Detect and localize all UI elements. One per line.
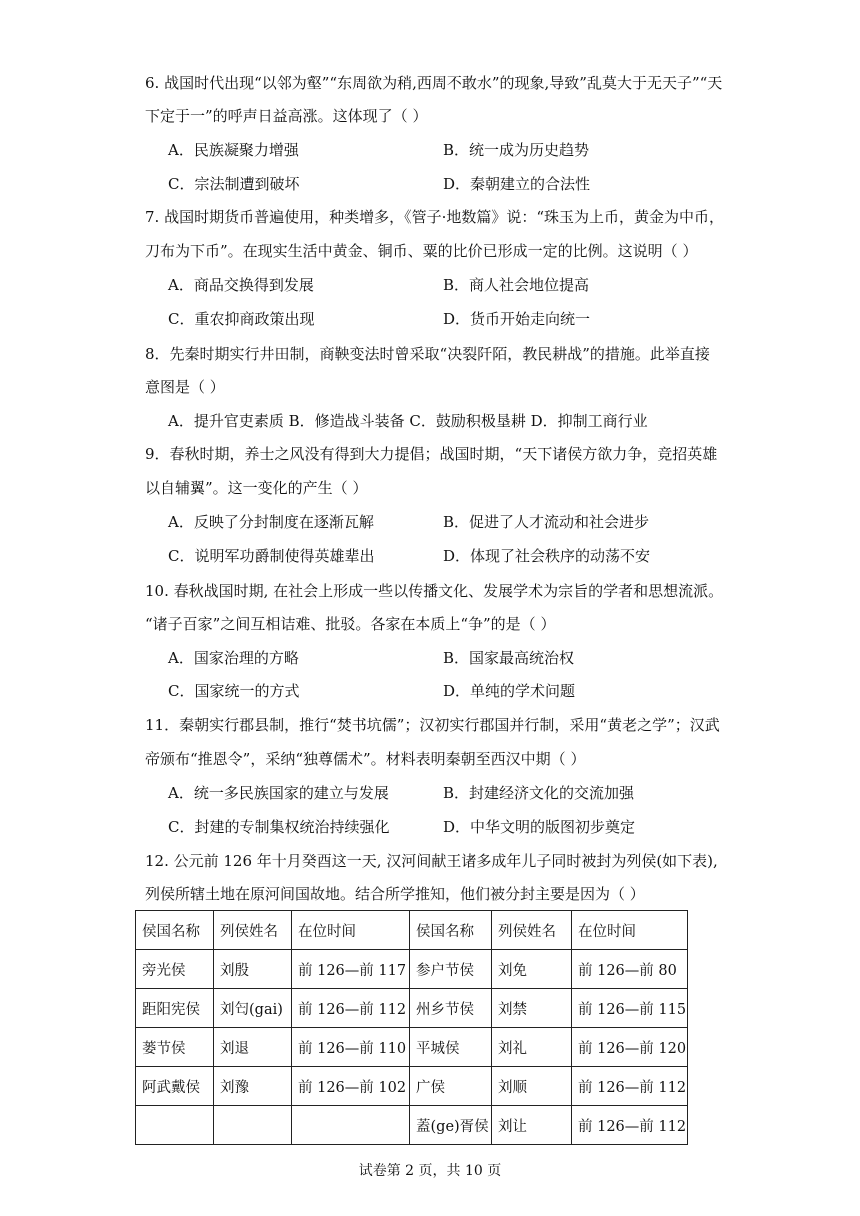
marquis-table	[135, 910, 688, 1145]
table-row	[136, 1106, 688, 1145]
table-cell: 前 126—前 120	[572, 1028, 688, 1067]
page-footer: 试卷第 2 页，共 10 页	[358, 1163, 502, 1179]
table-header-cell: 侯国名称	[136, 911, 214, 950]
table-cell: 前 126—前 102	[292, 1067, 410, 1106]
q6-option-a: A．民族凝聚力增强	[168, 141, 299, 159]
table-cell: 刘殷	[214, 950, 292, 989]
q7-option-d: D．货币开始走向统一	[443, 310, 591, 328]
table-cell: 平城侯	[410, 1028, 492, 1067]
table-cell: 蒌节侯	[136, 1028, 214, 1067]
q6-stem-line2: 下定于一”的呼声日益高涨。这体现了（ ）	[145, 107, 428, 125]
table-row	[136, 950, 688, 989]
table-cell: 蓋(ge)胥侯	[410, 1106, 492, 1145]
table-cell: 距阳宪侯	[136, 989, 214, 1028]
table-cell: 州乡节侯	[410, 989, 492, 1028]
q8-stem-line1: 8．先秦时期实行井田制，商鞅变法时曾采取“决裂阡陌，教民耕战”的措施。此举直接	[145, 345, 710, 363]
table-cell: 前 126—前 117	[292, 950, 410, 989]
table-cell: 刘退	[214, 1028, 292, 1067]
table-row	[136, 1067, 688, 1106]
q7-option-b: B．商人社会地位提高	[443, 276, 590, 294]
q12-stem-line2: 列侯所辖土地在原河间国故地。结合所学推知，他们被分封主要是因为（ ）	[145, 885, 645, 903]
q11-option-a: A．统一多民族国家的建立与发展	[168, 784, 389, 802]
table-cell	[292, 1106, 410, 1145]
q8-stem-line2: 意图是（ ）	[145, 378, 225, 396]
q10-option-a: A．国家治理的方略	[168, 649, 299, 667]
table-cell	[214, 1106, 292, 1145]
q6-stem-line1: 6. 战国时代出现“以邻为壑”“东周欲为稍,西周不敢水”的现象,导致”乱莫大于无天子”“天	[145, 74, 723, 92]
table-row	[136, 989, 688, 1028]
table-row	[136, 1028, 688, 1067]
table-cell: 刘让	[492, 1106, 572, 1145]
q11-option-d: D．中华文明的版图初步奠定	[443, 818, 636, 836]
q11-stem-line1: 11．秦朝实行郡县制，推行“焚书坑儒”；汉初实行郡国并行制，采用“黄老之学”；汉武	[145, 716, 720, 734]
table-cell: 前 126—前 112	[572, 1106, 688, 1145]
table-header-cell: 列侯姓名	[214, 911, 292, 950]
q9-stem-line1: 9．春秋时期，养士之风没有得到大力提倡；战国时期，“天下诸侯方欲力争，竞招英雄	[145, 445, 718, 463]
q9-option-a: A．反映了分封制度在逐渐瓦解	[168, 513, 374, 531]
q8-options: A．提升官吏素质 B．修造战斗装备 C．鼓励积极垦耕 D．抑制工商行业	[168, 412, 648, 430]
q7-stem-line1: 7. 战国时期货币普遍使用，种类增多，《管子·地数篇》说：“珠玉为上币，黄金为中币，	[145, 208, 725, 226]
table-cell: 参户节侯	[410, 950, 492, 989]
table-cell: 刘匄(gai)	[214, 989, 292, 1028]
table-header-cell: 在位时间	[292, 911, 410, 950]
table-cell: 前 126—前 115	[572, 989, 688, 1028]
table-cell: 刘礼	[492, 1028, 572, 1067]
table-header-cell: 在位时间	[572, 911, 688, 950]
q9-option-d: D．体现了社会秩序的动荡不安	[443, 547, 651, 565]
q7-option-a: A．商品交换得到发展	[168, 276, 314, 294]
table-cell: 前 126—前 80	[572, 950, 688, 989]
q7-stem-line2: 刀布为下币”。在现实生活中黄金、铜币、粟的比价已形成一定的比例。这说明（ ）	[145, 242, 698, 260]
table-cell: 刘禁	[492, 989, 572, 1028]
table-cell: 前 126—前 112	[292, 989, 410, 1028]
table-cell: 前 126—前 110	[292, 1028, 410, 1067]
table-cell: 阿武戴侯	[136, 1067, 214, 1106]
table-cell: 广侯	[410, 1067, 492, 1106]
q10-stem-line2: “诸子百家”之间互相诘难、批驳。各家在本质上“争”的是（ ）	[145, 615, 556, 633]
q10-option-d: D．单纯的学术问题	[443, 682, 576, 700]
table-cell: 刘豫	[214, 1067, 292, 1106]
q6-option-b: B．统一成为历史趋势	[443, 141, 590, 159]
q9-stem-line2: 以自辅翼”。这一变化的产生（ ）	[145, 479, 368, 497]
table-header-cell: 列侯姓名	[492, 911, 572, 950]
q11-stem-line2: 帝颁布“推恩令”，采纳“独尊儒术”。材料表明秦朝至西汉中期（ ）	[145, 750, 586, 768]
q11-option-b: B．封建经济文化的交流加强	[443, 784, 635, 802]
table-header-cell: 侯国名称	[410, 911, 492, 950]
q6-option-c: C．宗法制遭到破坏	[168, 175, 300, 193]
table-header-row	[136, 911, 688, 950]
table-cell: 刘顺	[492, 1067, 572, 1106]
table-cell: 刘免	[492, 950, 572, 989]
table-cell: 前 126—前 112	[572, 1067, 688, 1106]
q7-option-c: C．重农抑商政策出现	[168, 310, 315, 328]
q12-stem-line1: 12. 公元前 126 年十月癸酉这一天, 汉河间献王诸多成年儿子同时被封为列侯(如下表),	[145, 852, 718, 870]
q10-option-b: B．国家最高统治权	[443, 649, 575, 667]
table-cell: 旁光侯	[136, 950, 214, 989]
q6-option-d: D．秦朝建立的合法性	[443, 175, 591, 193]
q9-option-b: B．促进了人才流动和社会进步	[443, 513, 650, 531]
q11-option-c: C．封建的专制集权统治持续强化	[168, 818, 390, 836]
table-cell	[136, 1106, 214, 1145]
q9-option-c: C．说明军功爵制使得英雄辈出	[168, 547, 375, 565]
q10-option-c: C．国家统一的方式	[168, 682, 300, 700]
q10-stem-line1: 10. 春秋战国时期, 在社会上形成一些以传播文化、发展学术为宗旨的学者和思想流派。	[145, 582, 724, 600]
